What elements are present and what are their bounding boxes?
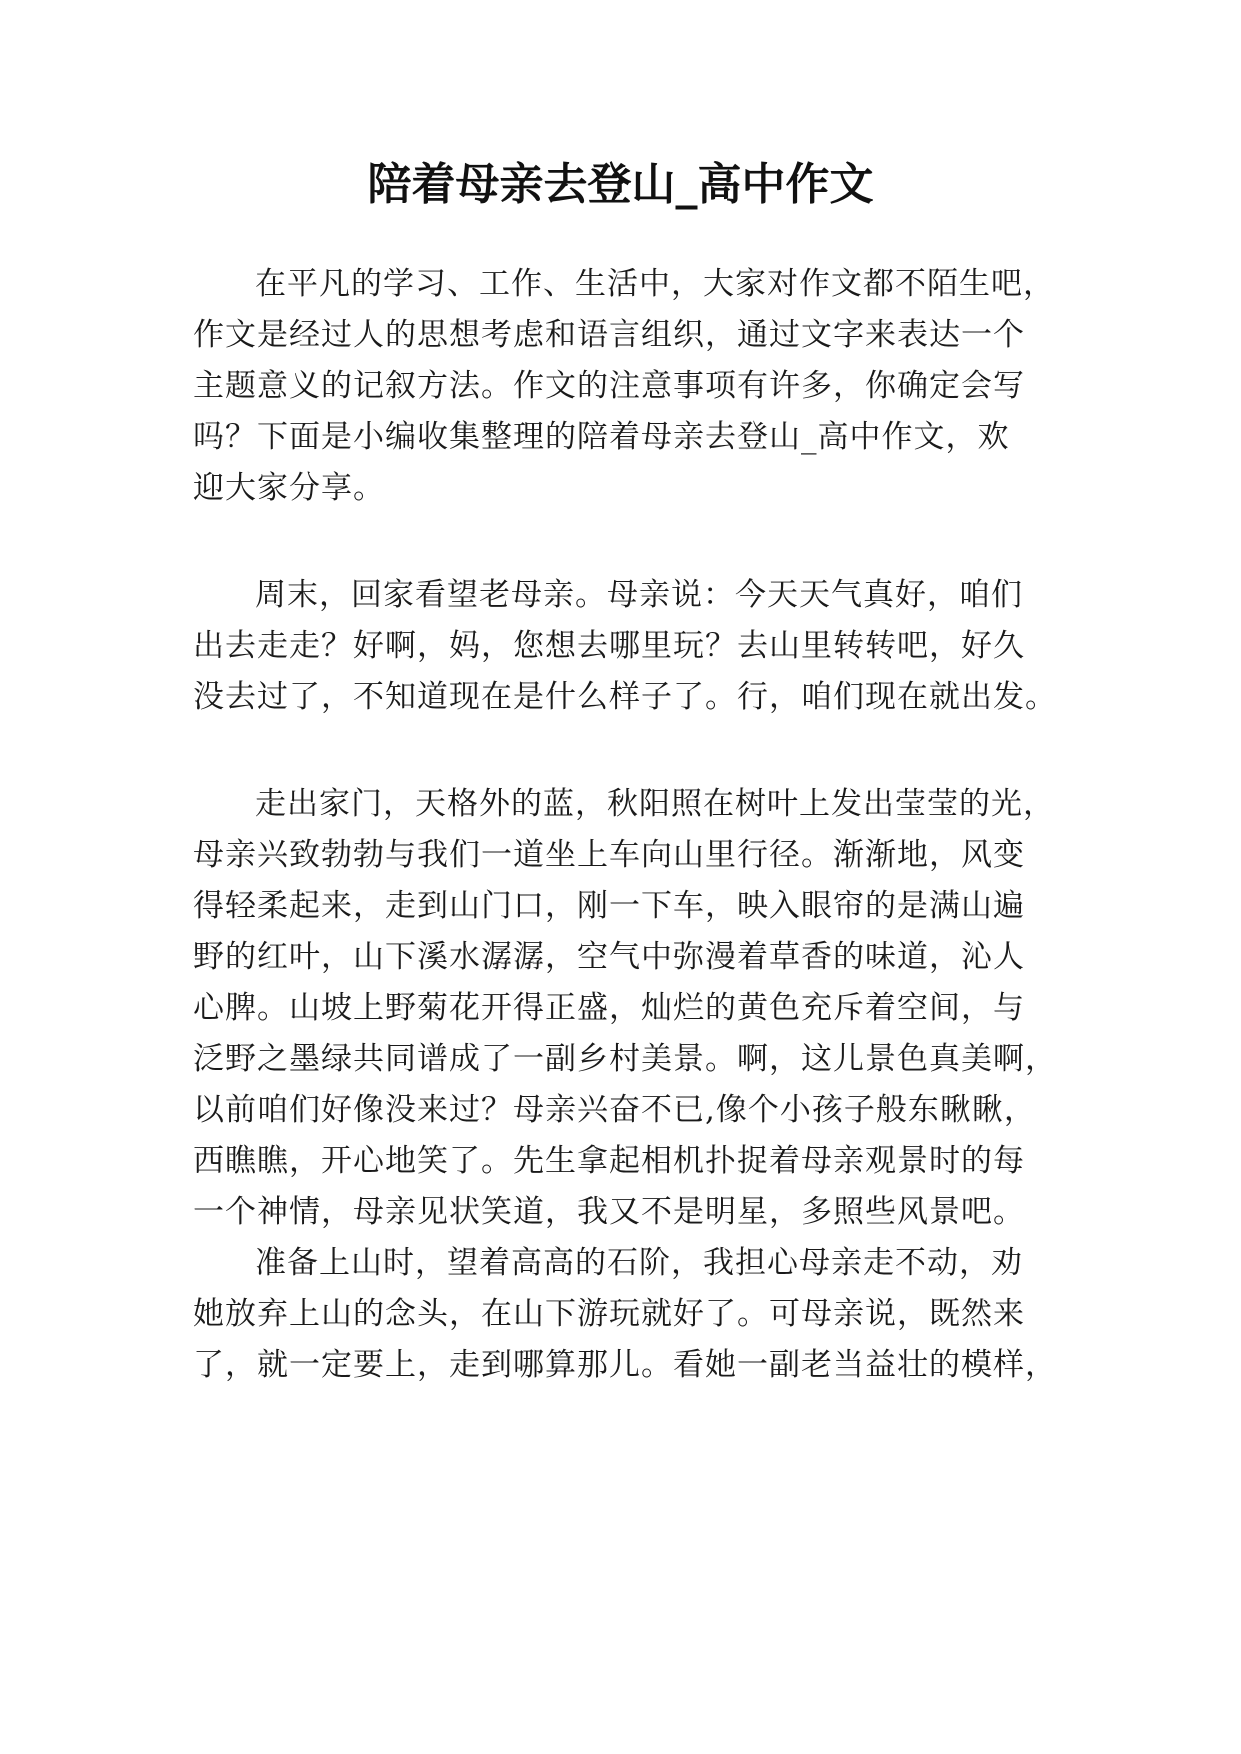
paragraph-line: 得轻柔起来，走到山门口，刚一下车，映入眼帘的是满山遍 [193, 888, 1025, 924]
paragraph-line: 迎大家分享。 [193, 470, 385, 506]
paragraph-line: 一个神情，母亲见状笑道，我又不是明星，多照些风景吧。 [193, 1194, 1025, 1230]
paragraph-line: 准备上山时，望着高高的石阶，我担心母亲走不动，劝 [255, 1245, 1023, 1281]
paragraph-line: 作文是经过人的思想考虑和语言组织，通过文字来表达一个 [193, 317, 1025, 353]
paragraph-line: 吗？下面是小编收集整理的陪着母亲去登山_高中作文，欢 [193, 419, 1010, 455]
paragraph-line: 没去过了，不知道现在是什么样子了。行，咱们现在就出发。 [193, 679, 1057, 715]
paragraph-line: 她放弃上山的念头，在山下游玩就好了。可母亲说，既然来 [193, 1296, 1025, 1332]
paragraph-line: 主题意义的记叙方法。作文的注意事项有许多，你确定会写 [193, 368, 1025, 404]
paragraph-line: 以前咱们好像没来过？母亲兴奋不已,像个小孩子般东瞅瞅， [193, 1092, 1036, 1128]
paragraph-line: 周末，回家看望老母亲。母亲说：今天天气真好，咱们 [255, 577, 1023, 613]
paragraph-line: 了，就一定要上，走到哪算那儿。看她一副老当益壮的模样， [193, 1347, 1057, 1383]
paragraph-line: 泛野之墨绿共同谱成了一副乡村美景。啊，这儿景色真美啊， [193, 1041, 1057, 1077]
paragraph-line: 野的红叶，山下溪水潺潺，空气中弥漫着草香的味道，沁人 [193, 939, 1025, 975]
paragraph-line: 心脾。山坡上野菊花开得正盛，灿烂的黄色充斥着空间，与 [193, 990, 1025, 1026]
document-title: 陪着母亲去登山_高中作文 [367, 159, 874, 210]
paragraph-line: 走出家门，天格外的蓝，秋阳照在树叶上发出莹莹的光， [255, 786, 1055, 822]
paragraph-line: 出去走走？好啊，妈，您想去哪里玩？去山里转转吧，好久 [193, 628, 1025, 664]
paragraph-line: 西瞧瞧，开心地笑了。先生拿起相机扑捉着母亲观景时的每 [193, 1143, 1025, 1179]
paragraph-line: 在平凡的学习、工作、生活中，大家对作文都不陌生吧， [255, 266, 1055, 302]
paragraph-line: 母亲兴致勃勃与我们一道坐上车向山里行径。渐渐地，风变 [193, 837, 1025, 873]
